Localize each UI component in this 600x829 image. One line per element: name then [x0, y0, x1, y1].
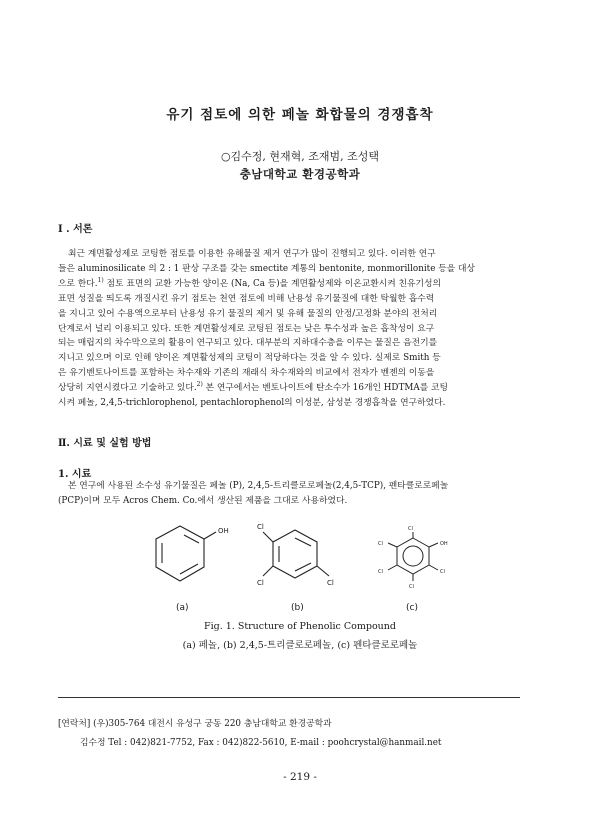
cl-label: Cl: [257, 579, 264, 587]
figure-label-c: (c): [406, 603, 418, 613]
samples-line: (PCP)이며 모두 Acros Chem. Co.에서 생산된 제품을 그대로 사용하였다.: [58, 495, 348, 506]
cl-label: Cl: [327, 579, 334, 587]
citation-2: 2): [196, 381, 203, 389]
trichlorophenol-structure: [255, 518, 355, 596]
cl-label: Cl: [378, 569, 383, 575]
section-heading-intro: I . 서론: [58, 224, 93, 235]
contact-address: [연락처] (우)305-764 대전시 유성구 궁동 220 충남대학교 환경공학과: [58, 719, 332, 729]
figure-caption-sub: (a) 페놀, (b) 2,4,5-트리클로로페놀, (c) 펜타클로로페놀: [182, 640, 418, 651]
intro-line: 들은 aluminosilicate 의 2 : 1 판상 구조를 갖는 smectite 계통의 bentonite, monmorillonite 등을 대상: [58, 263, 476, 274]
affiliation: 충남대학교 환경공학과: [239, 167, 361, 181]
intro-line: 을 지니고 있어 수용액으로부터 난용성 유기 물질의 제거 및 유해 물질의 안정/고정화 분야의 전처리: [58, 308, 438, 319]
intro-line: 상당히 지연시켰다고 기술하고 있다.$^{2)}$ 본 연구에서는 벤토나이트에 탄소수가 16개인 HDTMA를 코팅: [58, 381, 449, 394]
cl-label: Cl: [408, 526, 413, 532]
oh-label: OH: [440, 541, 448, 547]
cl-label: Cl: [440, 569, 445, 575]
intro-line: 은 유기벤토나이트를 포함하는 차수재와 기존의 재래식 차수재와의 비교에서 전자가 벤젠의 이동을: [58, 368, 435, 379]
figure-label-a: (a): [176, 603, 189, 613]
authors: ○김수정, 현재혁, 조재범, 조성택: [220, 150, 380, 163]
oh-label: OH: [218, 527, 229, 535]
figure-label-b: (b): [291, 603, 304, 613]
intro-line: 최근 계면활성제로 코팅한 점토를 이용한 유해물질 제거 연구가 많이 진행되고 있다. 이러한 연구: [68, 249, 436, 259]
intro-line: 지니고 있으며 이로 인해 양이온 계면활성제의 코팅이 적당하다는 것을 알 수 있다. 실제로 Smith 등: [58, 353, 441, 364]
samples-paragraph: [58, 479, 541, 509]
samples-line: 본 연구에 사용된 소수성 유기물질은 페놀 (P), 2,4,5-트리클로로페놀(2,4,5-TCP), 펜타클로로페놀: [68, 481, 449, 491]
page-number: - 219 -: [283, 771, 317, 783]
paper-title: 유기 점토에 의한 페놀 화합물의 경쟁흡착: [166, 107, 434, 123]
footer-divider: [58, 697, 520, 698]
intro-line: 되는 매립지의 차수막으로의 활용이 연구되고 있다. 대부분의 지하대수층을 이루는 물질은 음전기를: [58, 338, 438, 349]
section-heading-methods: Ⅱ. 시료 및 실험 방법: [58, 438, 152, 449]
cl-label: Cl: [257, 523, 264, 531]
intro-line: 단계로서 널리 이용되고 있다. 또한 계면활성제로 코팅된 점토는 낮은 투수성과 높은 흡착성이 요구: [58, 323, 435, 334]
cl-label: Cl: [378, 541, 383, 547]
subsection-heading-samples: 1. 시료: [58, 469, 92, 480]
phenol-structure: [140, 518, 240, 596]
figure-caption: Fig. 1. Structure of Phenolic Compound: [203, 621, 397, 632]
pentachlorophenol-structure: [368, 524, 468, 596]
cl-label: Cl: [409, 584, 414, 590]
intro-line: 으로 한다.$^{1)}$ 점토 표면의 교환 가능한 양이온 (Na, Ca 등)을 계면활성제와 이온교환시켜 친유기성의: [58, 276, 442, 289]
intro-line: 표면 성질을 띄도록 개질시킨 유기 점토는 천연 점토에 비해 난용성 유기물질에 대한 탁월한 흡수력: [58, 293, 435, 304]
contact-details: 김수정 Tel : 042)821-7752, Fax : 042)822-5610, E-mail : poohcrystal@hanmail.net: [80, 738, 442, 748]
intro-line: 시켜 페놀, 2,4,5-trichlorophenol, pentachlorophenol의 이성분, 삼성분 경쟁흡착을 연구하였다.: [58, 398, 446, 409]
intro-paragraph: [58, 247, 541, 411]
citation-1: 1): [97, 276, 104, 284]
